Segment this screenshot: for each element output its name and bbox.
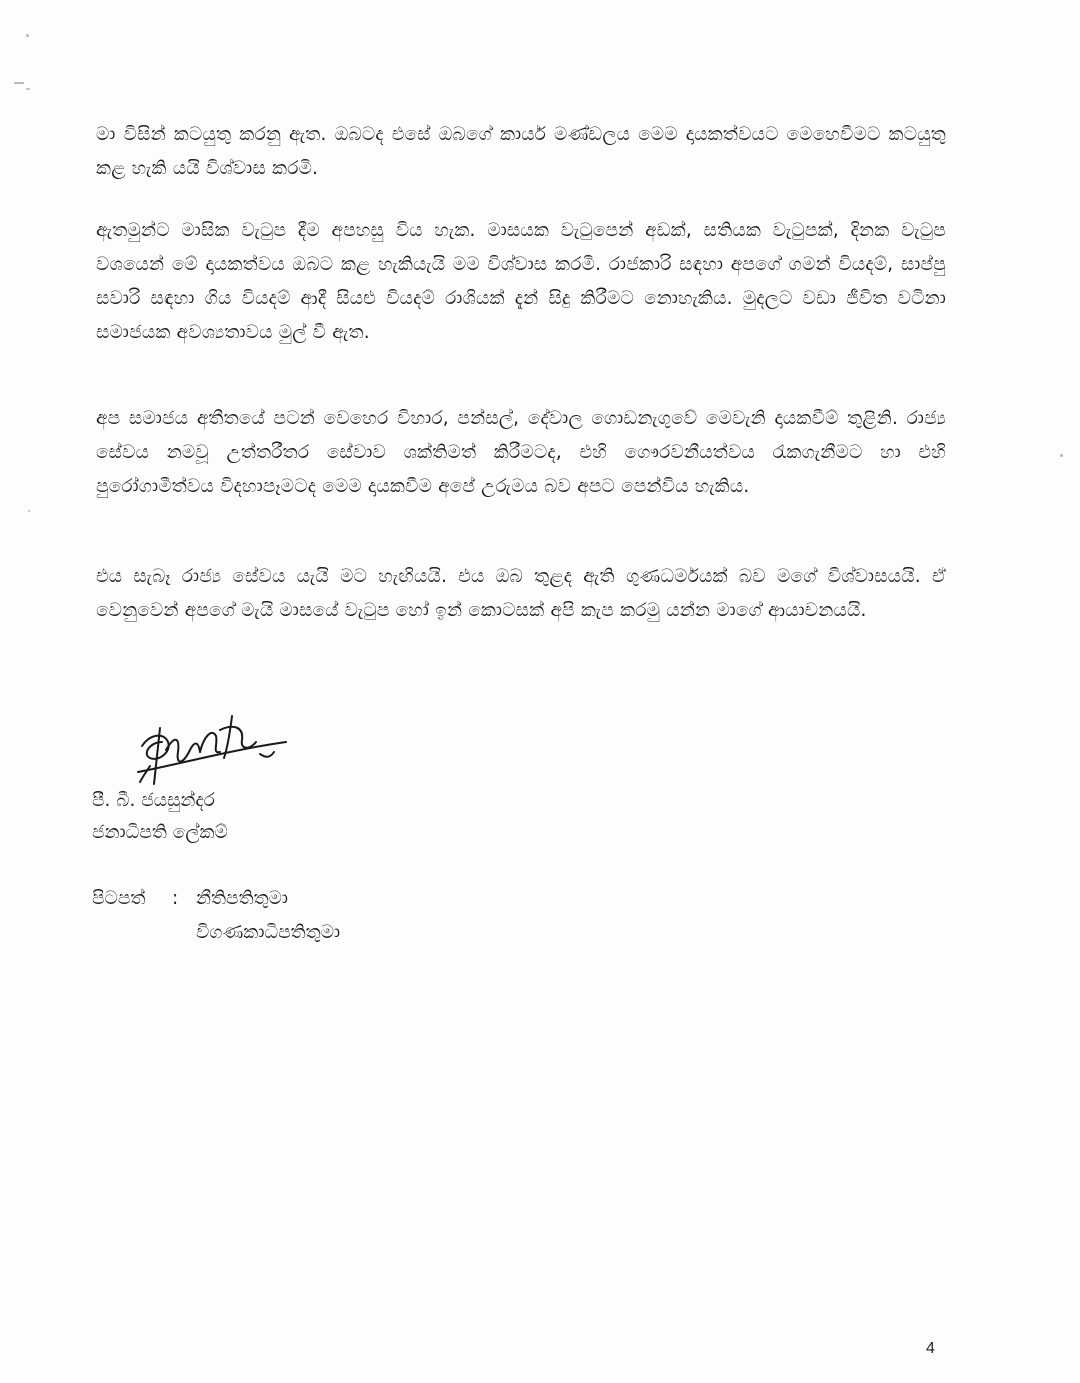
signer-title: ජනාධිපති ලේකම් [92, 822, 228, 843]
letter-paragraph-2 [96, 214, 946, 350]
scan-speck [26, 88, 30, 90]
letter-paragraph-3 [96, 402, 946, 504]
paragraph-text: ඇතමුන්ට මාසික වැටුප දීම අපහසු විය හැක. මාසයක වැටුපෙන් අඩක්, සතියක වැටුපක්, දිනක වැටුප වශයෙන් මේ දායකත්වය ඔබට කළ හැකියැයි මම විශ්වාස කරමි. රාජකාරි සඳහා අපගේ ගමන් වියදම්, සාප්පු සවාරි සඳහා ගිය වියදම් ආදී සියළු වියදම් රාශියක් දැන් සිදු කිරීමට නොහැකිය. මුදලට වඩා ජීවිත වටිනා සමාජයක අවශ්‍යතාවය මුල් වී ඇත. [96, 220, 946, 343]
letter-paragraph-1 [96, 118, 946, 186]
scan-speck [26, 34, 29, 37]
paragraph-text: අප සමාජය අතීතයේ පටන් වෙහෙර විහාර, පන්සල්, දේවාල ගොඩනැගුවේ මෙවැනි දායකවීම් තුළිනි. රාජ්‍ය සේවය නමවූ උත්තරීතර සේවාව ශක්තිමත් කිරීමටද, එහි ගෞරවනීයත්වය රැකගැනීමට හා එහි පුරෝගාමීත්වය විදහාපෑමටද මෙම දායකවීම අපේ උරුමය බව අපට පෙන්විය හැකිය. [96, 408, 946, 497]
paragraph-text: මා විසින් කටයුතු කරනු ඇත. ඔබටද එසේ ඔබගේ කාර්ය මණ්ඩලය මෙම දායකත්වයට මෙහෙවීමට කටයුතු කළ හැකි යයි විශ්වාස කරමි. [96, 124, 946, 179]
copies-separator: : [172, 888, 179, 909]
scan-speck [1060, 454, 1063, 457]
letter-paragraph-4 [96, 560, 946, 628]
copies-recipients [196, 882, 340, 950]
paragraph-text: එය සැබෑ රාජ්‍ය සේවය යැයි මට හැඟියයි. එය ඔබ තුළද ඇති ගුණධර්මයක් බව මගේ විශ්වාසයයි. ඒ වෙනුවෙන් අපගේ මැයි මාසයේ වැටුප හෝ ඉන් කොටසක් අපි කැප කරමු යන්න මාගේ ආයාචනයයි. [96, 566, 946, 621]
signer-name: පී. බී. ජයසුන්දර [92, 790, 215, 811]
page-number: 4 [926, 1340, 935, 1357]
scan-speck [14, 82, 24, 84]
copies-label: පිටපත් [92, 888, 146, 909]
scan-speck [28, 510, 30, 512]
copy-recipient: නීතිපතිතුමා [196, 888, 289, 909]
copy-recipient: විගණකාධිපතිතුමා [196, 922, 341, 943]
copies-block [92, 882, 340, 950]
